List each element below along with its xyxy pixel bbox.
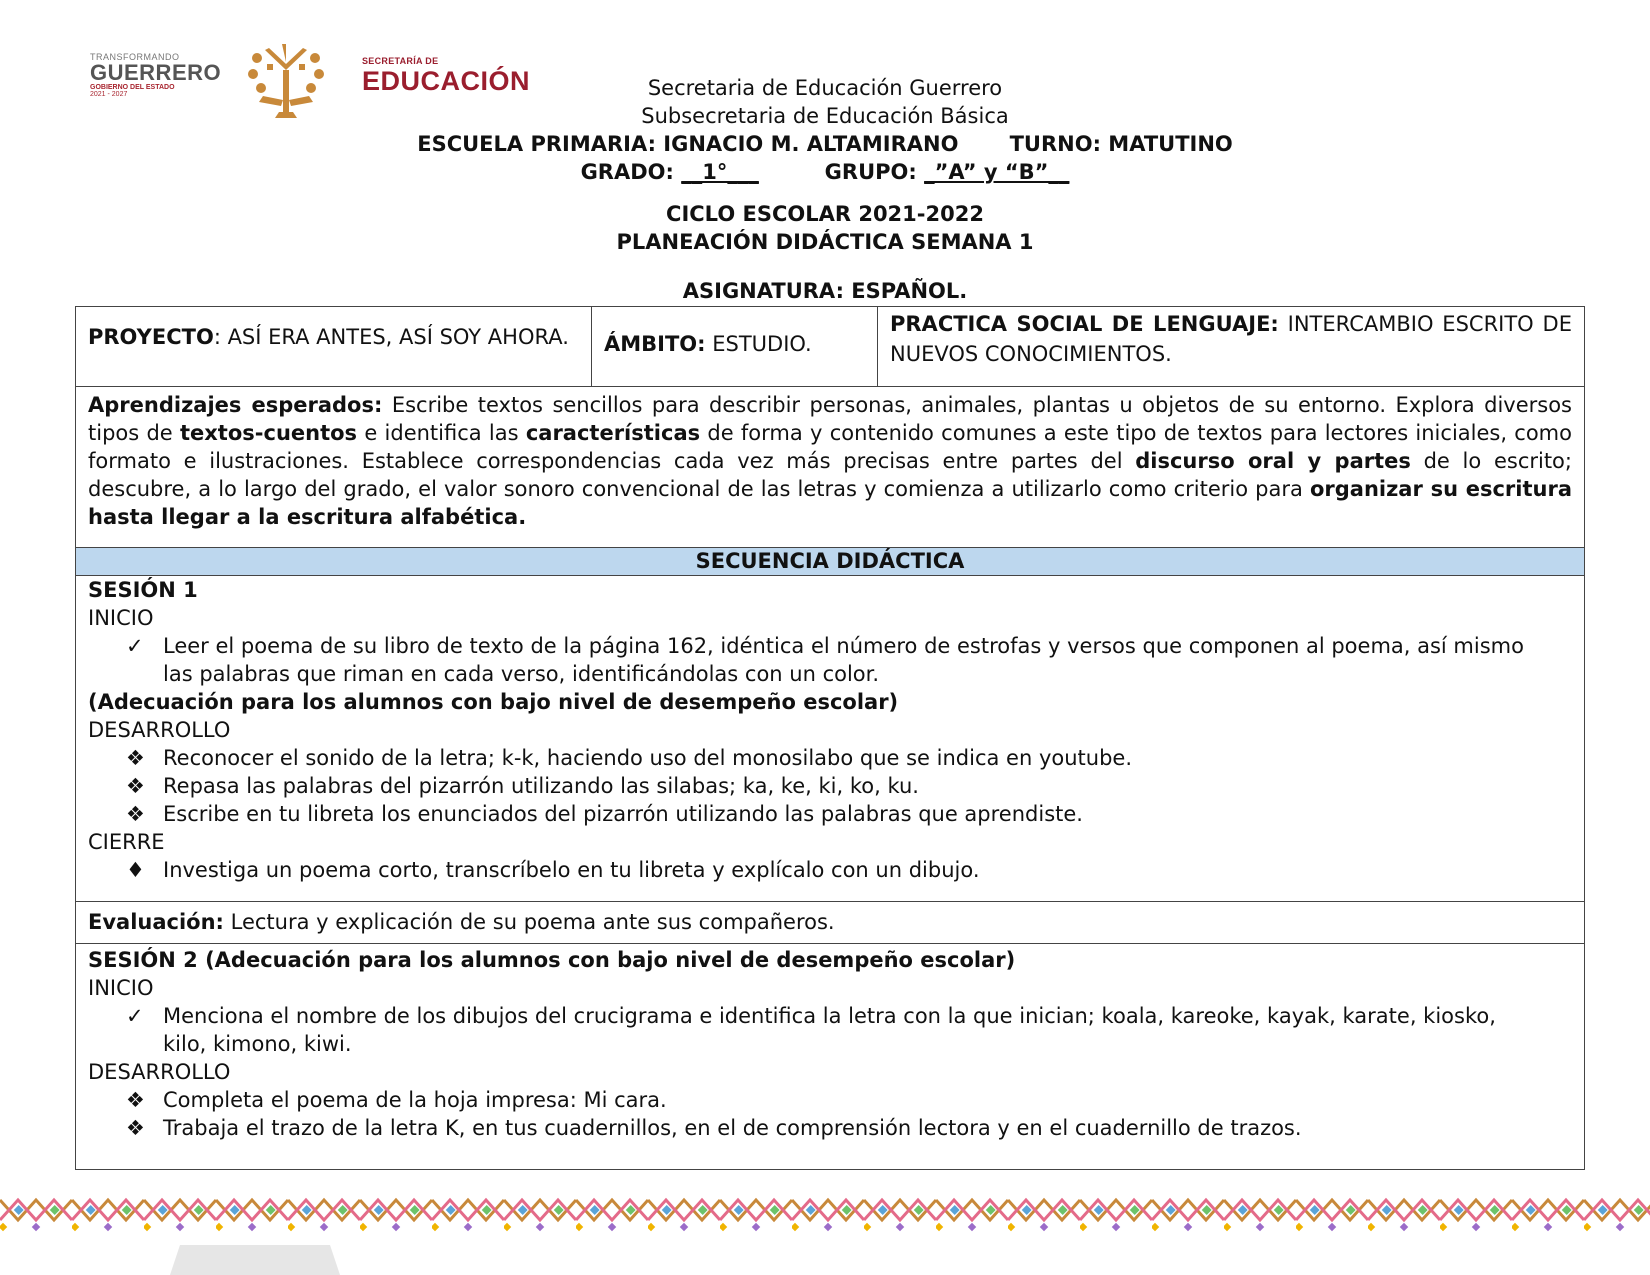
info-row [76, 307, 1584, 387]
guerrero-logo-years: 2021 - 2027 [90, 91, 128, 98]
evaluacion-value: Lectura y explicación de su poema ante sus compañeros. [223, 910, 835, 934]
sesion-1-desarrollo-item-3: Escribe en tu libreta los enunciados del pizarrón utilizando las palabras que aprendiste. [163, 802, 1083, 826]
aprendizajes-bold-3: discurso oral y partes [1135, 449, 1411, 473]
diamond-bullet-icon: ❖ [126, 1088, 145, 1112]
diamond-bullet-icon: ❖ [126, 802, 145, 826]
grado-label: GRADO: [580, 160, 674, 184]
diamond-bullet-icon: ❖ [126, 746, 145, 770]
sep-logo-small: SECRETARÍA DE [362, 56, 439, 66]
sep-logo-name: EDUCACIÓN [362, 66, 531, 96]
list-item [76, 1002, 1584, 1058]
sesion-1-adecuacion: (Adecuación para los alumnos con bajo nivel de desempeño escolar) [88, 690, 899, 714]
school-label: ESCUELA PRIMARIA: IGNACIO M. ALTAMIRANO [417, 132, 959, 156]
aprendizajes-bold-1: textos-cuentos [179, 421, 358, 445]
ambito-cell [592, 307, 878, 386]
sesion-2-inicio-item: Menciona el nombre de los dibujos del crucigrama e identifica la letra con la que inician; koala, kareoke, kayak, karate, kiosko, kilo, kimono, kiwi. [163, 1004, 1496, 1056]
aprendizajes-bold-4: organizar su escritura hasta llegar a la escritura alfabética. [88, 477, 1573, 529]
grado-grupo-line [0, 158, 1650, 186]
proyecto-label: PROYECTO [88, 325, 214, 349]
school-turno-line [0, 130, 1650, 158]
practica-cell [878, 307, 1584, 386]
aprendizajes-row [76, 387, 1584, 548]
list-item [76, 1114, 1584, 1142]
planning-table [75, 306, 1585, 1170]
sesion-1-cierre-label: CIERRE [88, 830, 165, 854]
practica-value: INTERCAMBIO ESCRITO DE NUEVOS CONOCIMIENTOS. [890, 312, 1572, 366]
sesion-1-block [76, 576, 1584, 902]
sesion-2-desarrollo-item-1: Completa el poema de la hoja impresa: Mi cara. [163, 1088, 667, 1112]
aprendizajes-text-4: de lo escrito; descubre, a lo largo del grado, el valor sonoro convencional de las letras y comienza a utilizarlo como criterio para [88, 449, 1572, 501]
list-item [76, 632, 1584, 688]
practica-label: PRACTICA SOCIAL DE LENGUAJE: [890, 312, 1279, 336]
ambito-value: ESTUDIO. [705, 332, 812, 356]
ambito-label: ÁMBITO: [604, 332, 706, 356]
sesion-1-desarrollo-label: DESARROLLO [88, 718, 231, 742]
list-item [76, 772, 1584, 800]
grupo-label: GRUPO: [824, 160, 917, 184]
small-diamond-bullet-icon: ♦ [126, 858, 145, 882]
sesion-1-desarrollo-item-2: Repasa las palabras del pizarrón utilizando las silabas; ka, ke, ki, ko, ku. [163, 774, 919, 798]
header-line-2: Subsecretaria de Educación Básica [641, 104, 1009, 128]
aprendizajes-text-1: Escribe textos sencillos para describir personas, animales, plantas u objetos de su entorno. Explora diversos tipos de [88, 393, 1572, 445]
aprendizajes-text-3: de forma y contenido comunes a este tipo de textos para lectores iniciales, como formato e ilustraciones. Establece correspondencias cada vez más precisas entre partes del [88, 421, 1572, 473]
sesion-2-desarrollo-item-2: Trabaja el trazo de la letra K, en tus cuadernillos, en el de comprensión lectora y en el cuadernillo de trazos. [163, 1116, 1302, 1140]
list-item [76, 744, 1584, 772]
sesion-2-desarrollo-label: DESARROLLO [88, 1060, 231, 1084]
sesion-1-inicio-item: Leer el poema de su libro de texto de la página 162, idéntica el número de estrofas y versos que componen al poema, así mismo las palabras que riman en cada verso, identificándolas con un color. [163, 634, 1524, 686]
sesion-1-inicio-label: INICIO [88, 606, 154, 630]
sesion-2-title: SESIÓN 2 (Adecuación para los alumnos con bajo nivel de desempeño escolar) [88, 948, 1016, 972]
aprendizajes-text [76, 387, 1584, 535]
check-icon: ✓ [126, 1004, 144, 1028]
evaluacion-text [76, 902, 1584, 936]
secuencia-didactica-header: SECUENCIA DIDÁCTICA [76, 548, 1584, 576]
ciclo-escolar: CICLO ESCOLAR 2021-2022 [666, 202, 984, 226]
sesion-2-block [76, 944, 1584, 1169]
evaluacion-label: Evaluación: [88, 910, 224, 934]
asignatura-title: ASIGNATURA: ESPAÑOL. [682, 279, 968, 303]
list-item [76, 856, 1584, 884]
aprendizajes-bold-2: características [525, 421, 701, 445]
diamond-bullet-icon: ❖ [126, 774, 145, 798]
sesion-1-cierre-item: Investiga un poema corto, transcríbelo en tu libreta y explícalo con un dibujo. [163, 858, 980, 882]
proyecto-cell [76, 307, 592, 386]
header-line-1: Secretaria de Educación Guerrero [647, 76, 1003, 100]
aprendizajes-label: Aprendizajes esperados: [88, 393, 383, 417]
guerrero-logo-name: GUERRERO [90, 60, 222, 85]
grupo-value: _”A” y “B”__ [924, 160, 1070, 184]
decorative-border [0, 1190, 1650, 1275]
turno-label: TURNO: MATUTINO [1009, 132, 1233, 156]
grado-value: __1°___ [681, 160, 759, 184]
guerrero-logo-sub: GOBIERNO DEL ESTADO [90, 84, 175, 91]
sesion-1-desarrollo-item-1: Reconocer el sonido de la letra; k-k, haciendo uso del monosilabo que se indica en youtube. [163, 746, 1133, 770]
check-icon: ✓ [126, 634, 144, 658]
list-item [76, 800, 1584, 828]
aprendizajes-text-2: e identifica las [357, 421, 526, 445]
diamond-bullet-icon: ❖ [126, 1116, 145, 1140]
sesion-2-inicio-label: INICIO [88, 976, 154, 1000]
proyecto-value: : ASÍ ERA ANTES, ASÍ SOY AHORA. [213, 325, 569, 349]
evaluacion-row [76, 902, 1584, 944]
list-item [76, 1086, 1584, 1114]
sesion-1-title: SESIÓN 1 [88, 578, 198, 602]
planeacion-title: PLANEACIÓN DIDÁCTICA SEMANA 1 [616, 230, 1034, 254]
guerrero-logo-tagline: TRANSFORMANDO [90, 52, 180, 62]
